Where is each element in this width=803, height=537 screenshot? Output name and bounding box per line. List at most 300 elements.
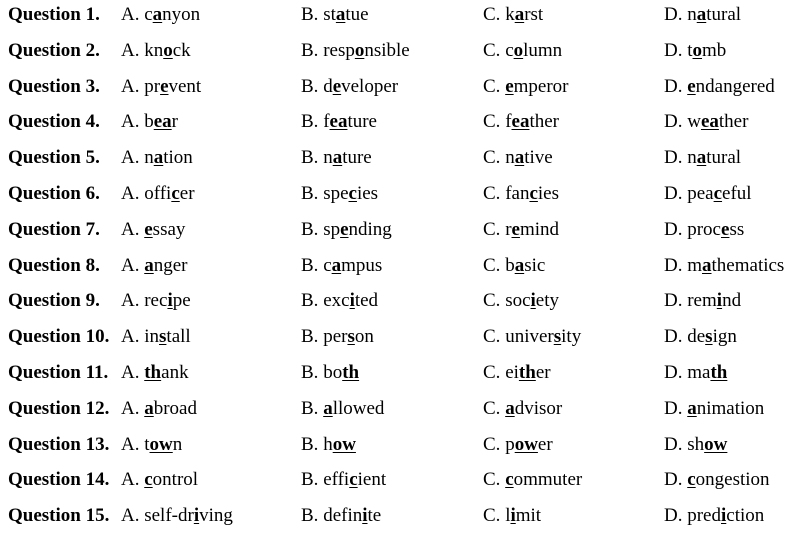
word-suffix: dvisor — [514, 397, 563, 419]
option-letter: A. — [121, 433, 140, 455]
question-row — [0, 36, 803, 72]
word-suffix: er — [537, 433, 553, 455]
underlined-letters: ow — [149, 433, 173, 455]
word-suffix: tural — [706, 147, 742, 169]
word-suffix: ign — [712, 326, 737, 348]
question-row — [0, 501, 803, 537]
question-row — [0, 143, 803, 179]
option-c — [483, 183, 559, 205]
option-letter: B. — [301, 469, 319, 491]
word-prefix: d — [323, 75, 333, 97]
option-letter: D. — [664, 433, 683, 455]
option-letter: B. — [301, 218, 319, 240]
option-letter: A. — [121, 469, 140, 491]
option-b — [301, 183, 378, 205]
word-suffix: lumn — [523, 39, 563, 61]
word-prefix: in — [144, 326, 160, 348]
underlined-letters: i — [193, 505, 200, 527]
option-letter: B. — [301, 147, 319, 169]
option-b — [301, 147, 372, 169]
option-letter: A. — [121, 326, 140, 348]
option-a — [121, 219, 185, 241]
option-d — [664, 40, 726, 62]
option-letter: D. — [664, 505, 683, 527]
option-letter: C. — [483, 469, 501, 491]
underlined-letters: a — [687, 397, 697, 419]
underlined-letters: ow — [704, 433, 728, 455]
question-row — [0, 0, 803, 36]
underlined-letters: e — [721, 218, 730, 240]
option-letter: A. — [121, 505, 140, 527]
question-row — [0, 251, 803, 287]
word-suffix: mind — [519, 218, 560, 240]
word-suffix: on — [354, 326, 374, 348]
word-prefix: kn — [144, 39, 164, 61]
question-label: Question 5. — [8, 147, 100, 169]
option-letter: A. — [121, 183, 140, 204]
underlined-letters: ea — [153, 111, 172, 133]
option-c — [483, 434, 553, 456]
word-suffix: sic — [524, 254, 546, 276]
question-label: Question 8. — [8, 254, 100, 276]
option-c — [483, 255, 545, 277]
option-c — [483, 111, 559, 133]
question-label: Question 14. — [8, 469, 110, 491]
word-prefix: k — [505, 4, 515, 25]
underlined-letters: th — [144, 362, 162, 383]
underlined-letters: a — [152, 4, 163, 25]
word-suffix: ies — [537, 183, 559, 204]
word-suffix: ank — [161, 362, 189, 383]
underlined-letters: a — [323, 397, 333, 419]
option-letter: A. — [121, 397, 140, 419]
word-prefix: r — [505, 218, 512, 240]
option-letter: A. — [121, 111, 140, 133]
option-b — [301, 290, 378, 312]
word-prefix: w — [687, 111, 701, 133]
word-prefix: h — [323, 433, 333, 455]
option-c — [483, 4, 543, 26]
underlined-letters: a — [144, 254, 154, 276]
option-letter: B. — [301, 39, 319, 61]
word-prefix: sp — [323, 218, 341, 240]
option-letter: D. — [664, 183, 683, 204]
word-prefix: pr — [144, 75, 161, 97]
word-prefix: rem — [687, 290, 717, 312]
option-d — [664, 111, 748, 133]
underlined-letters: a — [153, 147, 164, 169]
option-c — [483, 76, 569, 98]
word-suffix: thematics — [711, 254, 785, 276]
underlined-letters: o — [513, 39, 524, 61]
word-suffix: ommuter — [513, 469, 583, 491]
word-prefix: ei — [505, 362, 519, 383]
underlined-letters: a — [696, 147, 707, 169]
word-prefix: c — [144, 4, 153, 25]
word-prefix: rec — [144, 290, 168, 312]
word-prefix: b — [505, 254, 515, 276]
word-prefix: defin — [323, 505, 363, 527]
word-prefix: soc — [505, 290, 531, 312]
option-letter: B. — [301, 183, 319, 204]
word-suffix: pe — [172, 290, 191, 312]
option-c — [483, 326, 581, 348]
option-a — [121, 183, 195, 205]
word-suffix: ient — [357, 469, 387, 491]
option-c — [483, 469, 582, 491]
option-b — [301, 326, 374, 348]
underlined-letters: s — [159, 326, 167, 348]
option-letter: C. — [483, 397, 501, 419]
word-prefix: de — [687, 326, 706, 348]
word-suffix: ety — [535, 290, 560, 312]
underlined-letters: a — [514, 147, 525, 169]
word-prefix: f — [505, 111, 512, 133]
underlined-letters: i — [167, 290, 173, 312]
option-letter: C. — [483, 183, 501, 204]
option-d — [664, 290, 741, 312]
underlined-letters: e — [687, 75, 696, 97]
underlined-letters: a — [144, 397, 154, 419]
option-d — [664, 219, 744, 241]
option-a — [121, 434, 182, 456]
option-c — [483, 219, 559, 241]
word-suffix: ongestion — [695, 469, 770, 491]
option-a — [121, 111, 178, 133]
question-row — [0, 358, 803, 394]
word-suffix: mb — [702, 39, 727, 61]
option-a — [121, 362, 189, 384]
option-letter: A. — [121, 254, 140, 276]
word-suffix: ted — [354, 290, 379, 312]
word-prefix: p — [505, 433, 515, 455]
option-letter: B. — [301, 111, 319, 133]
underlined-letters: a — [696, 4, 707, 25]
underlined-letters: i — [530, 290, 536, 312]
question-row — [0, 322, 803, 358]
option-a — [121, 147, 193, 169]
option-b — [301, 469, 386, 491]
underlined-letters: c — [171, 183, 180, 204]
option-letter: C. — [483, 433, 501, 455]
word-suffix: ture — [342, 147, 372, 169]
option-d — [664, 505, 764, 527]
option-letter: C. — [483, 505, 501, 527]
option-b — [301, 398, 384, 420]
option-b — [301, 255, 382, 277]
option-letter: D. — [664, 111, 683, 133]
question-row — [0, 394, 803, 430]
word-suffix: mperor — [513, 75, 569, 97]
word-suffix: ck — [172, 39, 191, 61]
option-letter: A. — [121, 39, 140, 61]
option-c — [483, 147, 553, 169]
option-letter: C. — [483, 290, 501, 312]
option-b — [301, 219, 392, 241]
word-prefix: n — [687, 147, 697, 169]
word-prefix: per — [323, 326, 348, 348]
option-letter: A. — [121, 218, 140, 240]
option-letter: D. — [664, 469, 683, 491]
option-letter: B. — [301, 397, 319, 419]
word-suffix: nyon — [162, 4, 201, 25]
option-d — [664, 255, 784, 277]
underlined-letters: s — [705, 326, 713, 348]
underlined-letters: a — [331, 254, 342, 276]
option-d — [664, 362, 727, 384]
word-suffix: er — [179, 183, 195, 204]
underlined-letters: c — [144, 469, 153, 491]
underlined-letters: a — [514, 4, 525, 25]
question-label: Question 11. — [8, 362, 109, 383]
word-suffix: broad — [153, 397, 197, 419]
word-suffix: ity — [561, 326, 582, 348]
option-letter: B. — [301, 433, 319, 455]
word-suffix: veloper — [341, 75, 399, 97]
word-suffix: ndangered — [695, 75, 775, 97]
word-suffix: nding — [348, 218, 392, 240]
option-letter: B. — [301, 75, 319, 97]
option-letter: B. — [301, 505, 319, 527]
option-letter: B. — [301, 254, 319, 276]
option-b — [301, 76, 398, 98]
underlined-letters: th — [710, 362, 728, 383]
word-suffix: er — [535, 362, 551, 383]
underlined-letters: i — [721, 505, 727, 527]
option-a — [121, 255, 188, 277]
option-c — [483, 362, 551, 384]
word-prefix: n — [144, 147, 154, 169]
option-letter: A. — [121, 362, 140, 383]
underlined-letters: a — [505, 397, 515, 419]
question-row — [0, 72, 803, 108]
question-label: Question 10. — [8, 326, 110, 348]
option-b — [301, 40, 410, 62]
option-d — [664, 398, 764, 420]
option-letter: A. — [121, 75, 140, 97]
word-suffix: vent — [168, 75, 202, 97]
word-suffix: nd — [722, 290, 742, 312]
option-letter: A. — [121, 4, 140, 25]
underlined-letters: s — [553, 326, 562, 348]
option-b — [301, 434, 356, 456]
question-label: Question 4. — [8, 111, 100, 133]
underlined-letters: o — [163, 39, 173, 61]
word-prefix: c — [505, 39, 514, 61]
option-letter: C. — [483, 75, 501, 97]
word-suffix: ving — [199, 505, 233, 527]
option-letter: B. — [301, 4, 319, 25]
underlined-letters: e — [340, 218, 349, 240]
underlined-letters: s — [347, 326, 355, 348]
word-suffix: ther — [718, 111, 749, 133]
option-letter: C. — [483, 218, 501, 240]
word-suffix: ture — [347, 111, 377, 133]
option-d — [664, 469, 770, 491]
word-prefix: univer — [505, 326, 554, 348]
underlined-letters: c — [349, 469, 358, 491]
word-suffix: ss — [729, 218, 745, 240]
word-prefix: n — [323, 147, 333, 169]
word-suffix: te — [367, 505, 382, 527]
word-prefix: m — [687, 254, 703, 276]
word-prefix: st — [323, 4, 336, 25]
question-label: Question 15. — [8, 505, 110, 527]
question-row — [0, 215, 803, 251]
option-letter: D. — [664, 147, 683, 169]
word-prefix: t — [144, 433, 150, 455]
option-letter: C. — [483, 4, 501, 25]
underlined-letters: a — [702, 254, 712, 276]
option-a — [121, 469, 198, 491]
option-letter: B. — [301, 362, 319, 383]
question-label: Question 3. — [8, 75, 100, 97]
word-prefix: n — [505, 147, 515, 169]
word-prefix: offi — [144, 183, 172, 204]
option-c — [483, 398, 562, 420]
option-c — [483, 505, 541, 527]
underlined-letters: i — [510, 505, 516, 527]
word-suffix: eful — [722, 183, 752, 204]
underlined-letters: o — [692, 39, 703, 61]
underlined-letters: e — [332, 75, 342, 97]
word-prefix: t — [687, 39, 693, 61]
question-label: Question 2. — [8, 39, 100, 61]
word-suffix: tural — [706, 4, 742, 25]
question-row — [0, 107, 803, 143]
option-letter: D. — [664, 362, 683, 383]
word-suffix: tall — [166, 326, 191, 348]
question-row — [0, 179, 803, 215]
underlined-letters: ow — [332, 433, 356, 455]
option-letter: D. — [664, 397, 683, 419]
word-prefix: resp — [323, 39, 355, 61]
option-letter: D. — [664, 290, 683, 312]
underlined-letters: i — [716, 290, 723, 312]
underlined-letters: a — [514, 254, 525, 276]
word-prefix: exc — [323, 290, 350, 312]
underlined-letters: ow — [514, 433, 538, 455]
option-a — [121, 40, 191, 62]
option-a — [121, 76, 201, 98]
word-suffix: r — [171, 111, 178, 133]
word-suffix: rst — [524, 4, 544, 25]
word-suffix: tive — [524, 147, 553, 169]
option-b — [301, 362, 359, 384]
word-prefix: spe — [323, 183, 349, 204]
word-prefix: c — [323, 254, 332, 276]
word-suffix: ction — [726, 505, 765, 527]
option-letter: D. — [664, 218, 683, 240]
option-b — [301, 4, 369, 26]
underlined-letters: c — [505, 469, 514, 491]
option-d — [664, 434, 727, 456]
option-d — [664, 326, 737, 348]
word-suffix: nger — [153, 254, 188, 276]
word-prefix: effi — [323, 469, 350, 491]
question-label: Question 9. — [8, 290, 100, 312]
option-a — [121, 4, 200, 26]
option-c — [483, 40, 562, 62]
option-letter: C. — [483, 39, 501, 61]
word-prefix: ma — [687, 362, 711, 383]
option-letter: C. — [483, 254, 501, 276]
underlined-letters: e — [505, 75, 514, 97]
option-d — [664, 4, 741, 26]
question-label: Question 1. — [8, 4, 100, 25]
word-suffix: n — [172, 433, 183, 455]
underlined-letters: ea — [511, 111, 530, 133]
word-suffix: tion — [163, 147, 193, 169]
word-prefix: fan — [505, 183, 530, 204]
question-row — [0, 465, 803, 501]
option-letter: A. — [121, 147, 140, 169]
underlined-letters: c — [687, 469, 696, 491]
word-suffix: ssay — [152, 218, 186, 240]
word-suffix: llowed — [332, 397, 385, 419]
word-prefix: sh — [687, 433, 705, 455]
option-b — [301, 111, 377, 133]
word-prefix: l — [505, 505, 511, 527]
option-b — [301, 505, 381, 527]
underlined-letters: a — [332, 147, 343, 169]
option-d — [664, 183, 752, 205]
option-letter: D. — [664, 39, 683, 61]
option-a — [121, 505, 233, 527]
underlined-letters: e — [511, 218, 520, 240]
word-suffix: ies — [356, 183, 379, 204]
question-label: Question 7. — [8, 218, 100, 240]
word-suffix: tue — [345, 4, 369, 25]
question-row — [0, 430, 803, 466]
question-label: Question 13. — [8, 433, 110, 455]
word-suffix: mpus — [341, 254, 383, 276]
word-prefix: pea — [687, 183, 714, 204]
option-a — [121, 326, 191, 348]
word-prefix: pred — [687, 505, 721, 527]
underlined-letters: c — [529, 183, 538, 204]
underlined-letters: c — [713, 183, 723, 204]
underlined-letters: a — [335, 4, 346, 25]
word-suffix: nimation — [696, 397, 765, 419]
word-suffix: mit — [515, 505, 542, 527]
option-letter: C. — [483, 111, 501, 133]
underlined-letters: th — [342, 362, 360, 383]
option-letter: C. — [483, 362, 501, 383]
option-d — [664, 76, 775, 98]
option-c — [483, 290, 559, 312]
option-letter: C. — [483, 326, 501, 348]
question-label: Question 12. — [8, 397, 110, 419]
option-a — [121, 398, 197, 420]
underlined-letters: i — [349, 290, 355, 312]
underlined-letters: ea — [329, 111, 348, 133]
option-d — [664, 147, 741, 169]
option-letter: C. — [483, 147, 501, 169]
option-letter: A. — [121, 290, 140, 312]
word-prefix: b — [144, 111, 154, 133]
word-prefix: n — [687, 4, 697, 25]
underlined-letters: e — [144, 218, 153, 240]
underlined-letters: th — [518, 362, 536, 383]
underlined-letters: o — [354, 39, 365, 61]
question-label: Question 6. — [8, 183, 100, 204]
option-letter: D. — [664, 326, 683, 348]
option-letter: D. — [664, 4, 683, 25]
word-prefix: f — [323, 111, 330, 133]
question-row — [0, 286, 803, 322]
underlined-letters: c — [348, 183, 357, 204]
